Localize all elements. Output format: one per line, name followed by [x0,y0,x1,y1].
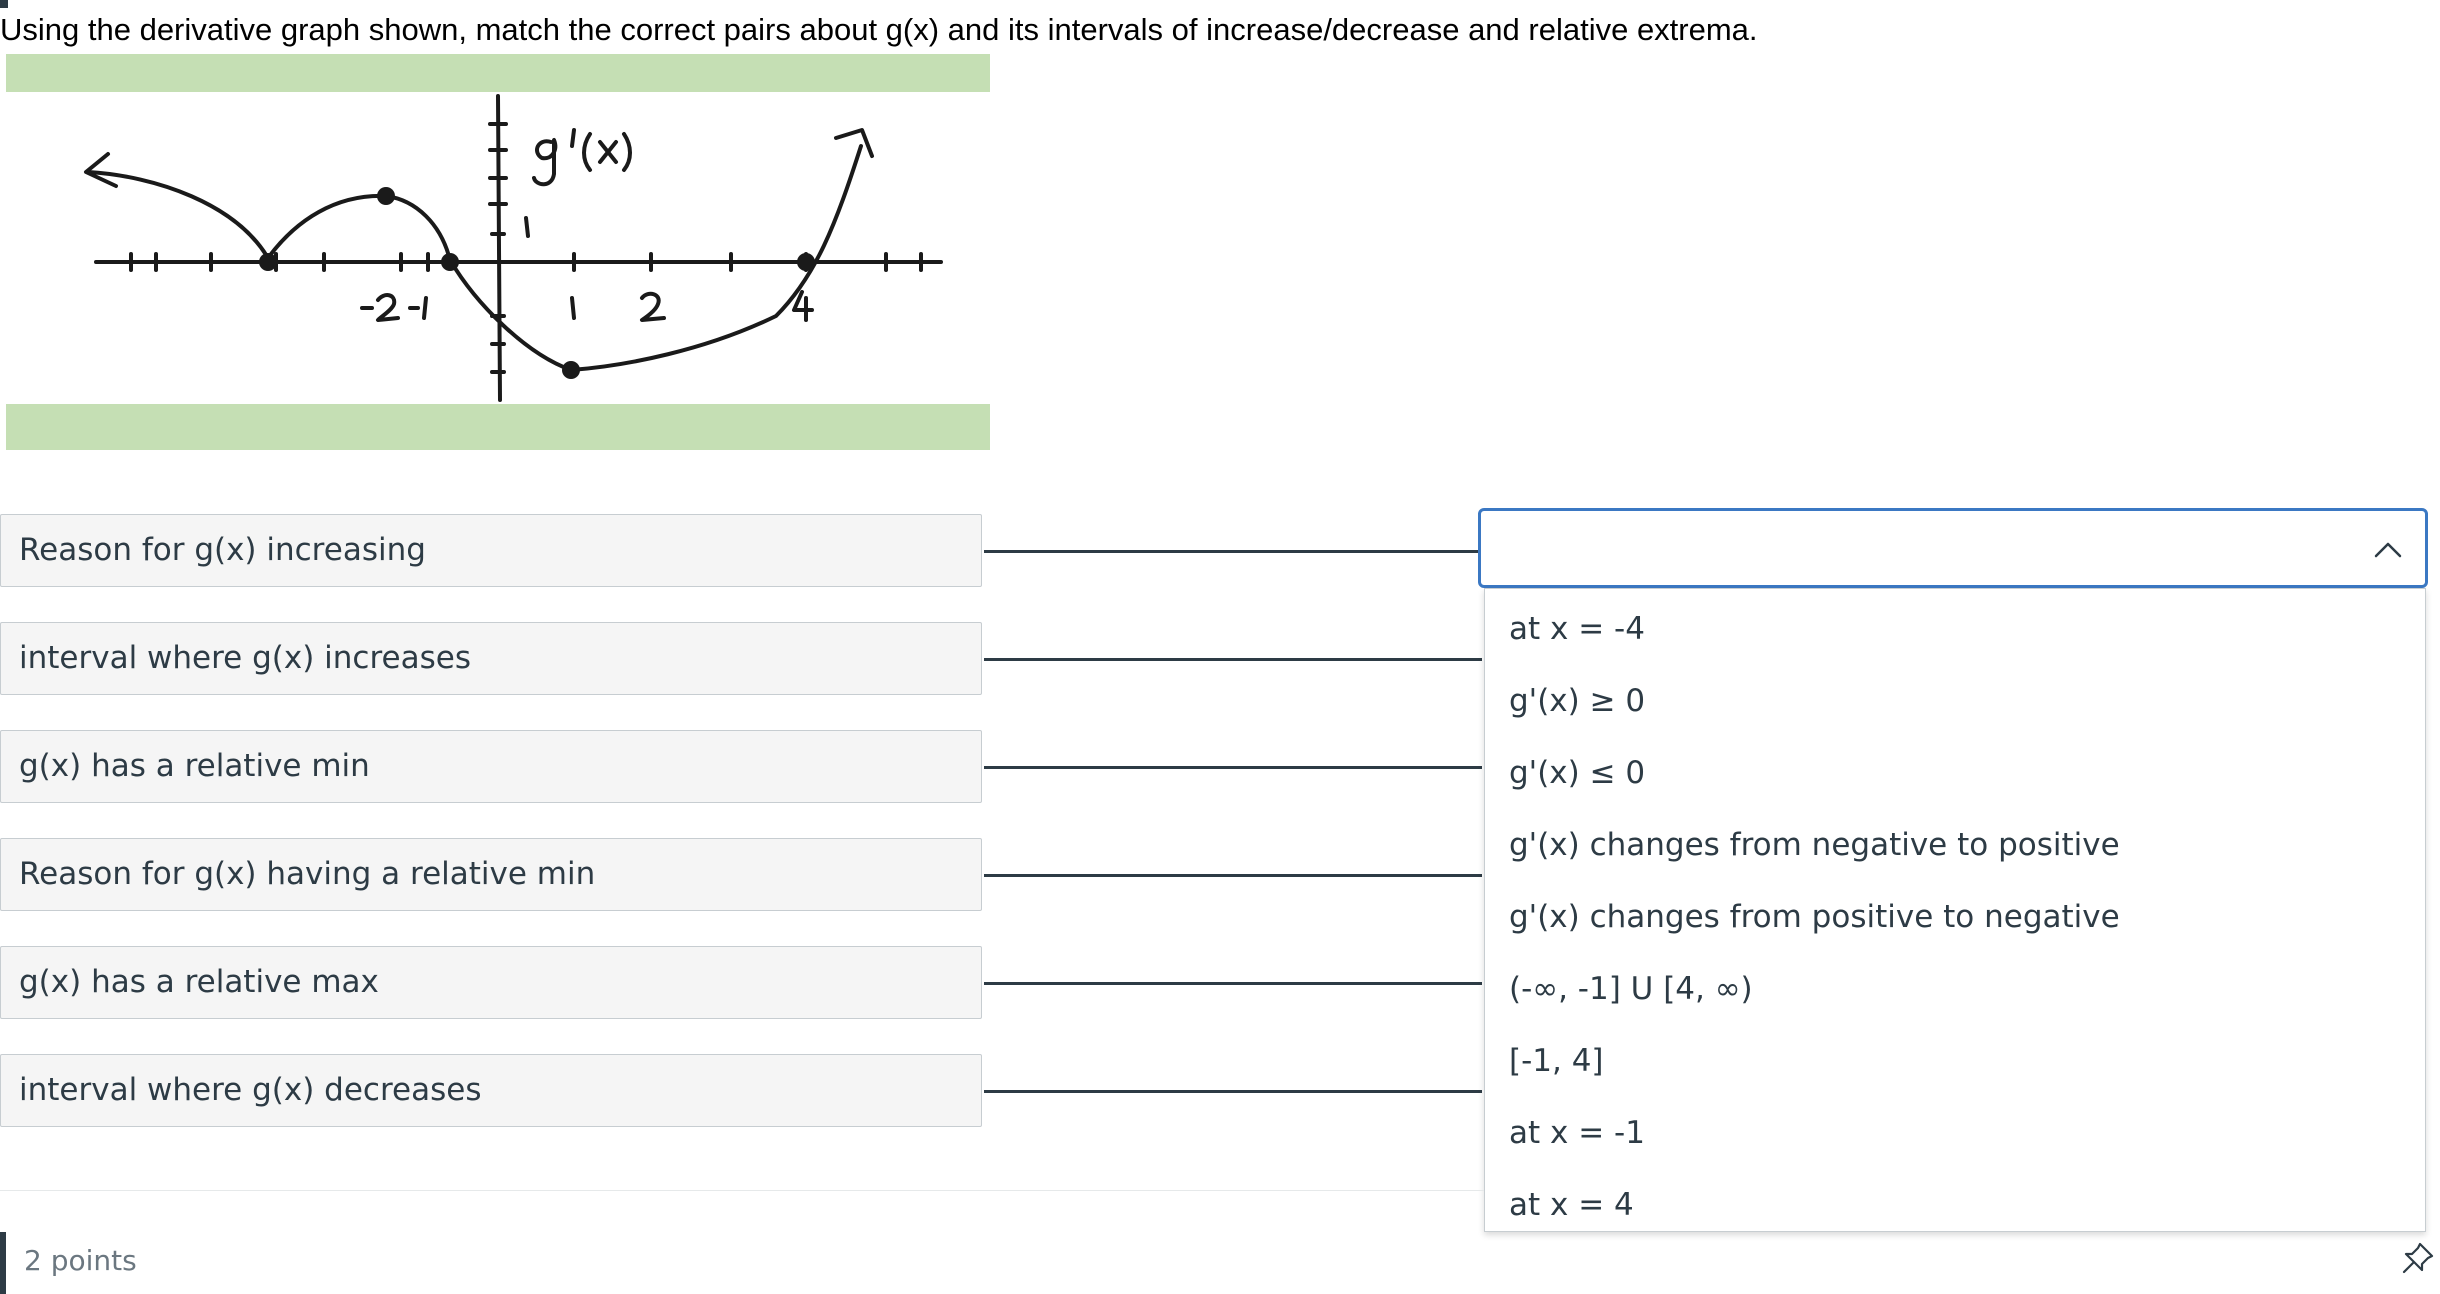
option-derivative-nonnegative[interactable]: g'(x) ≥ 0 [1509,683,1646,719]
prompt-reason-relative-min: Reason for g(x) having a relative min [0,838,982,911]
option-at-x-neg4[interactable]: at x = -4 [1509,611,1645,647]
option-derivative-nonpositive[interactable]: g'(x) ≤ 0 [1509,755,1646,791]
top-accent-bar [0,0,8,8]
point-neg4 [259,253,277,271]
select-options-list [1484,588,2426,1232]
label-1 [572,298,574,318]
points-accent-bar [0,1232,6,1294]
option-interval-union[interactable]: (-∞, -1] U [4, ∞) [1509,971,1753,1007]
connector-line [984,1090,1482,1093]
label-4 [794,292,812,320]
answer-select-open[interactable] [1478,508,2428,588]
chevron-up-icon[interactable] [2373,535,2403,565]
prompt-relative-max: g(x) has a relative max [0,946,982,1019]
question-text: Using the derivative graph shown, match the correct pairs about g(x) and its intervals of increase/decrease and relative extrema. [0,12,1758,47]
y-axis [498,96,500,400]
connector-line [984,766,1482,769]
connector-line [984,982,1482,985]
prompt-reason-increasing: Reason for g(x) increasing [0,514,982,587]
points-label: 2 points [24,1244,137,1277]
option-at-x-4[interactable]: at x = 4 [1509,1187,1634,1223]
point-min [562,361,580,379]
connector-line [984,874,1482,877]
point-4 [797,253,815,271]
label-g [534,140,555,184]
point-neg1 [441,253,459,271]
derivative-graph-image [6,54,990,450]
derivative-curve [88,146,861,370]
pin-icon[interactable] [2400,1240,2436,1276]
connector-line [984,550,1482,553]
left-arrow [86,154,116,186]
option-neg-to-pos[interactable]: g'(x) changes from negative to positive [1509,827,2120,863]
option-pos-to-neg[interactable]: g'(x) changes from positive to negative [1509,899,2120,935]
label-y1 [526,218,528,236]
section-divider [0,1190,1484,1191]
prompt-interval-decreases: interval where g(x) decreases [0,1054,982,1127]
label-2 [642,294,664,320]
connector-line [984,658,1482,661]
prompt-interval-increases: interval where g(x) increases [0,622,982,695]
graph-sketch [6,54,990,450]
right-arrow [836,130,872,156]
label-neg1 [410,298,426,318]
prompt-relative-min: g(x) has a relative min [0,730,982,803]
label-paren-x [584,134,630,170]
label-neg2 [362,295,398,320]
label-prime [572,130,574,146]
option-interval-neg1-4[interactable]: [-1, 4] [1509,1043,1604,1079]
point-max [377,187,395,205]
option-at-x-neg1[interactable]: at x = -1 [1509,1115,1645,1151]
